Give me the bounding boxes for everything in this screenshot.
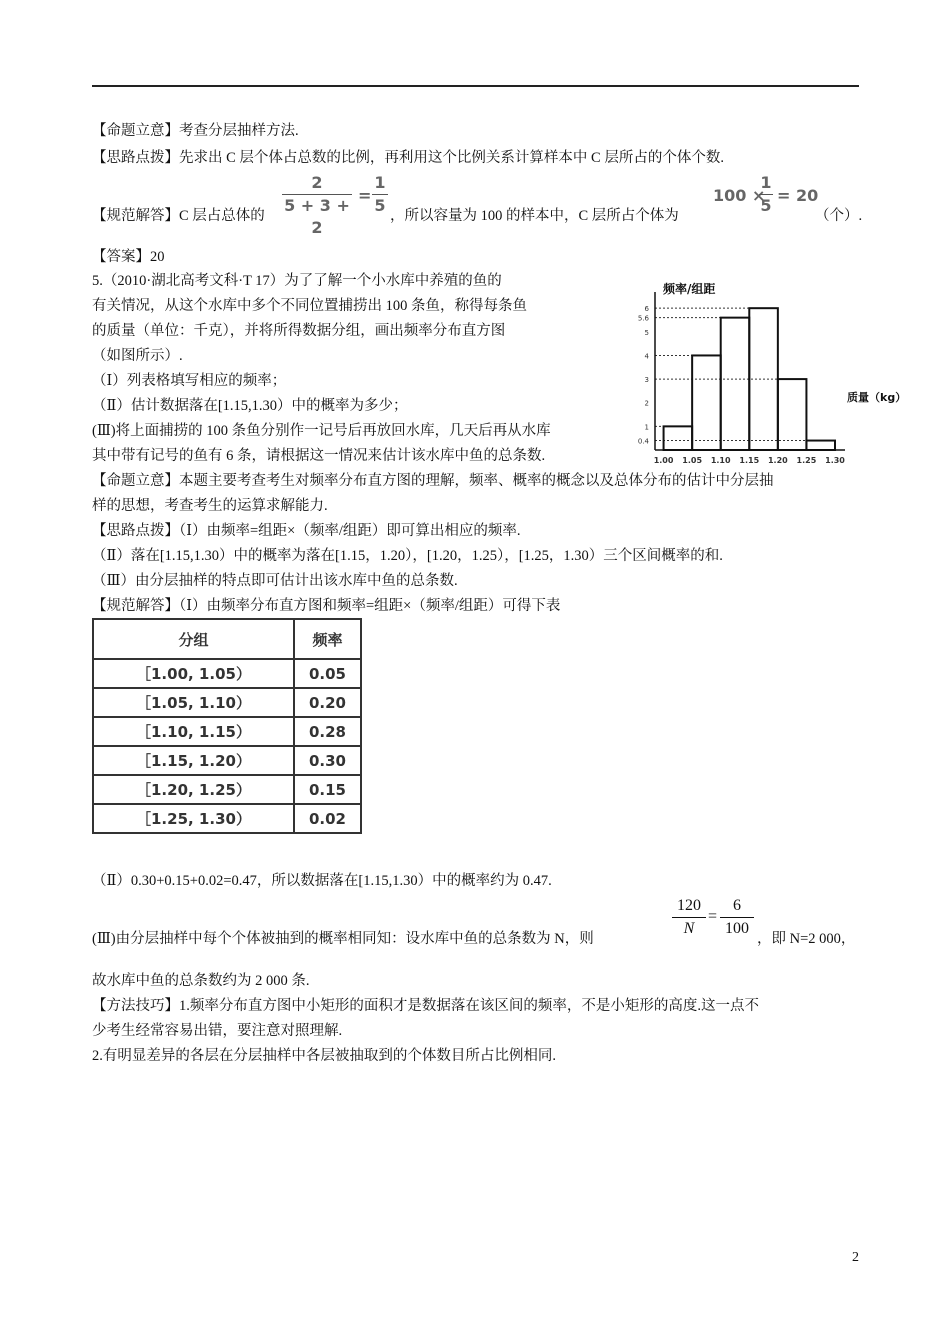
text-line: 【思路点拨】先求出 C 层个体占总数的比例，再利用这个比例关系计算样本中 C 层所占的个体个数. — [92, 150, 724, 166]
text-line: (Ⅲ)由分层抽样中每个个体被抽到的概率相同知：设水库中鱼的总条数为 N，则 — [92, 931, 594, 947]
text-line: 2.有明显差异的各层在分层抽样中各层被抽取到的个体数目所占比例相同. — [92, 1048, 556, 1064]
text-line: (Ⅲ)将上面捕捞的 100 条鱼分别作一记号后再放回水库，几天后再从水库 — [92, 423, 551, 439]
fraction: 6 100 — [720, 895, 754, 940]
text-line: 样的思想，考查考生的运算求解能力. — [92, 498, 328, 514]
text-line: 【命题立意】本题主要考查考生对频率分布直方图的理解，频率、概率的概念以及总体分布的估计中分层抽 — [92, 473, 774, 489]
x-tick-label: 1.20 — [767, 456, 788, 465]
text-line: 【命题立意】考查分层抽样方法. — [92, 123, 299, 139]
table-header-row — [93, 619, 361, 659]
text-line: 【方法技巧】1.频率分布直方图中小矩形的面积才是数据落在该区间的频率，不是小矩形的高度.这一点不 — [92, 998, 759, 1014]
x-tick-label: 1.10 — [710, 456, 731, 465]
table-cell: 0.30 — [294, 746, 361, 775]
frequency-table — [92, 618, 362, 834]
y-tick-label: 3 — [644, 376, 649, 385]
histogram-bar — [721, 318, 750, 450]
text-line: 的质量（单位：千克），并将所得数据分组，画出频率分布直方图 — [92, 323, 506, 339]
table-row — [93, 659, 361, 688]
y-tick-label: 5.6 — [637, 314, 649, 323]
x-axis-title: 质量（kg） — [847, 391, 907, 405]
y-tick-label: 4 — [644, 352, 649, 361]
table-cell: ［1.00, 1.05） — [93, 659, 294, 688]
column-header: 频率 — [294, 619, 361, 659]
text-line: （Ⅱ）估计数据落在[1.15,1.30）中的概率为多少； — [92, 398, 408, 414]
y-tick-label: 6 — [644, 305, 649, 314]
fraction: 2 5 + 3 + 2 — [282, 172, 352, 239]
table-cell: ［1.25, 1.30） — [93, 804, 294, 833]
text-line: （Ⅱ）0.30+0.15+0.02=0.47，所以数据落在[1.15,1.30）中的概率约为 0.47. — [92, 873, 552, 889]
text-line: （如图所示）. — [92, 348, 183, 364]
x-tick-label: 1.30 — [825, 456, 845, 465]
histogram-bar — [692, 355, 721, 450]
text-line: （Ⅰ）列表格填写相应的频率； — [92, 373, 287, 389]
text-line: 【思路点拨】（Ⅰ）由频率=组距×（频率/组距）即可算出相应的频率. — [92, 523, 521, 539]
table-row — [93, 746, 361, 775]
formula-lead: 100 × — [713, 186, 766, 205]
text-line: （Ⅱ）落在[1.15,1.30）中的概率为落在[1.15，1.20），[1.20，1.25），[1.25，1.30）三个区间概率的和. — [92, 548, 723, 564]
fraction: 1 5 — [760, 173, 772, 215]
column-header: 分组 — [93, 619, 294, 659]
histogram-gridlines — [655, 308, 835, 440]
y-tick-label: 1 — [644, 423, 649, 432]
y-axis-title: 频率/组距 — [663, 282, 716, 296]
histogram-bars — [664, 308, 835, 450]
text-line: 少考生经常容易出错，要注意对照理解. — [92, 1023, 343, 1039]
table-cell: ［1.05, 1.10） — [93, 688, 294, 717]
y-tick-label: 5 — [644, 328, 649, 337]
text-line: ，所以容量为 100 的样本中，C 层所占个体为 — [390, 208, 679, 224]
page-number: 2 — [852, 1250, 859, 1265]
x-tick-label: 1.15 — [739, 456, 760, 465]
text-line: 有关情况，从这个水库中多个不同位置捕捞出 100 条鱼，称得每条鱼 — [92, 298, 527, 314]
fraction: 1 5 — [372, 172, 388, 217]
table-row — [93, 717, 361, 746]
text-line: 【规范解答】（Ⅰ）由频率分布直方图和频率=组距×（频率/组距）可得下表 — [92, 598, 561, 614]
histogram-bar — [806, 441, 835, 450]
table-cell: 0.20 — [294, 688, 361, 717]
text-line: 故水库中鱼的总条数约为 2 000 条. — [92, 973, 310, 989]
table-cell: ［1.15, 1.20） — [93, 746, 294, 775]
table-cell: ［1.20, 1.25） — [93, 775, 294, 804]
text-line: 鱼， — [845, 423, 874, 439]
x-tick-label: 1.25 — [796, 456, 817, 465]
histogram-bar — [778, 379, 807, 450]
text-line: 【规范解答】C 层占总体的 — [92, 208, 265, 224]
table-row — [93, 804, 361, 833]
text-line: 【答案】20 — [92, 249, 165, 265]
table-cell: 0.15 — [294, 775, 361, 804]
fraction: 120 N — [672, 895, 706, 940]
histogram-chart — [625, 278, 925, 468]
histogram-bar — [664, 426, 693, 450]
equals-sign: = — [358, 186, 372, 205]
text-line: （Ⅲ）由分层抽样的特点即可估计出该水库中鱼的总条数. — [92, 573, 458, 589]
y-tick-label: 0.4 — [637, 437, 649, 446]
y-tick-label: 2 — [644, 399, 649, 408]
text-line: 其中带有记号的鱼有 6 条，请根据这一情况来估计该水库中鱼的总条数. — [92, 448, 546, 464]
equals-sign: = — [708, 908, 718, 925]
x-tick-label: 1.05 — [682, 456, 703, 465]
text-line: ，即 N=2 000， — [757, 931, 856, 947]
header-rule — [92, 85, 859, 87]
table-cell: 0.02 — [294, 804, 361, 833]
table-cell: 0.28 — [294, 717, 361, 746]
table-row — [93, 775, 361, 804]
table-row — [93, 688, 361, 717]
text-line: （个）. — [815, 208, 863, 224]
table-cell: 0.05 — [294, 659, 361, 688]
x-tick-label: 1.00 — [653, 456, 674, 465]
formula-tail: = 20 — [777, 186, 819, 205]
table-cell: ［1.10, 1.15） — [93, 717, 294, 746]
text-line: 5.（2010·湖北高考文科·T 17）为了了解一个小水库中养殖的鱼的 — [92, 273, 502, 289]
